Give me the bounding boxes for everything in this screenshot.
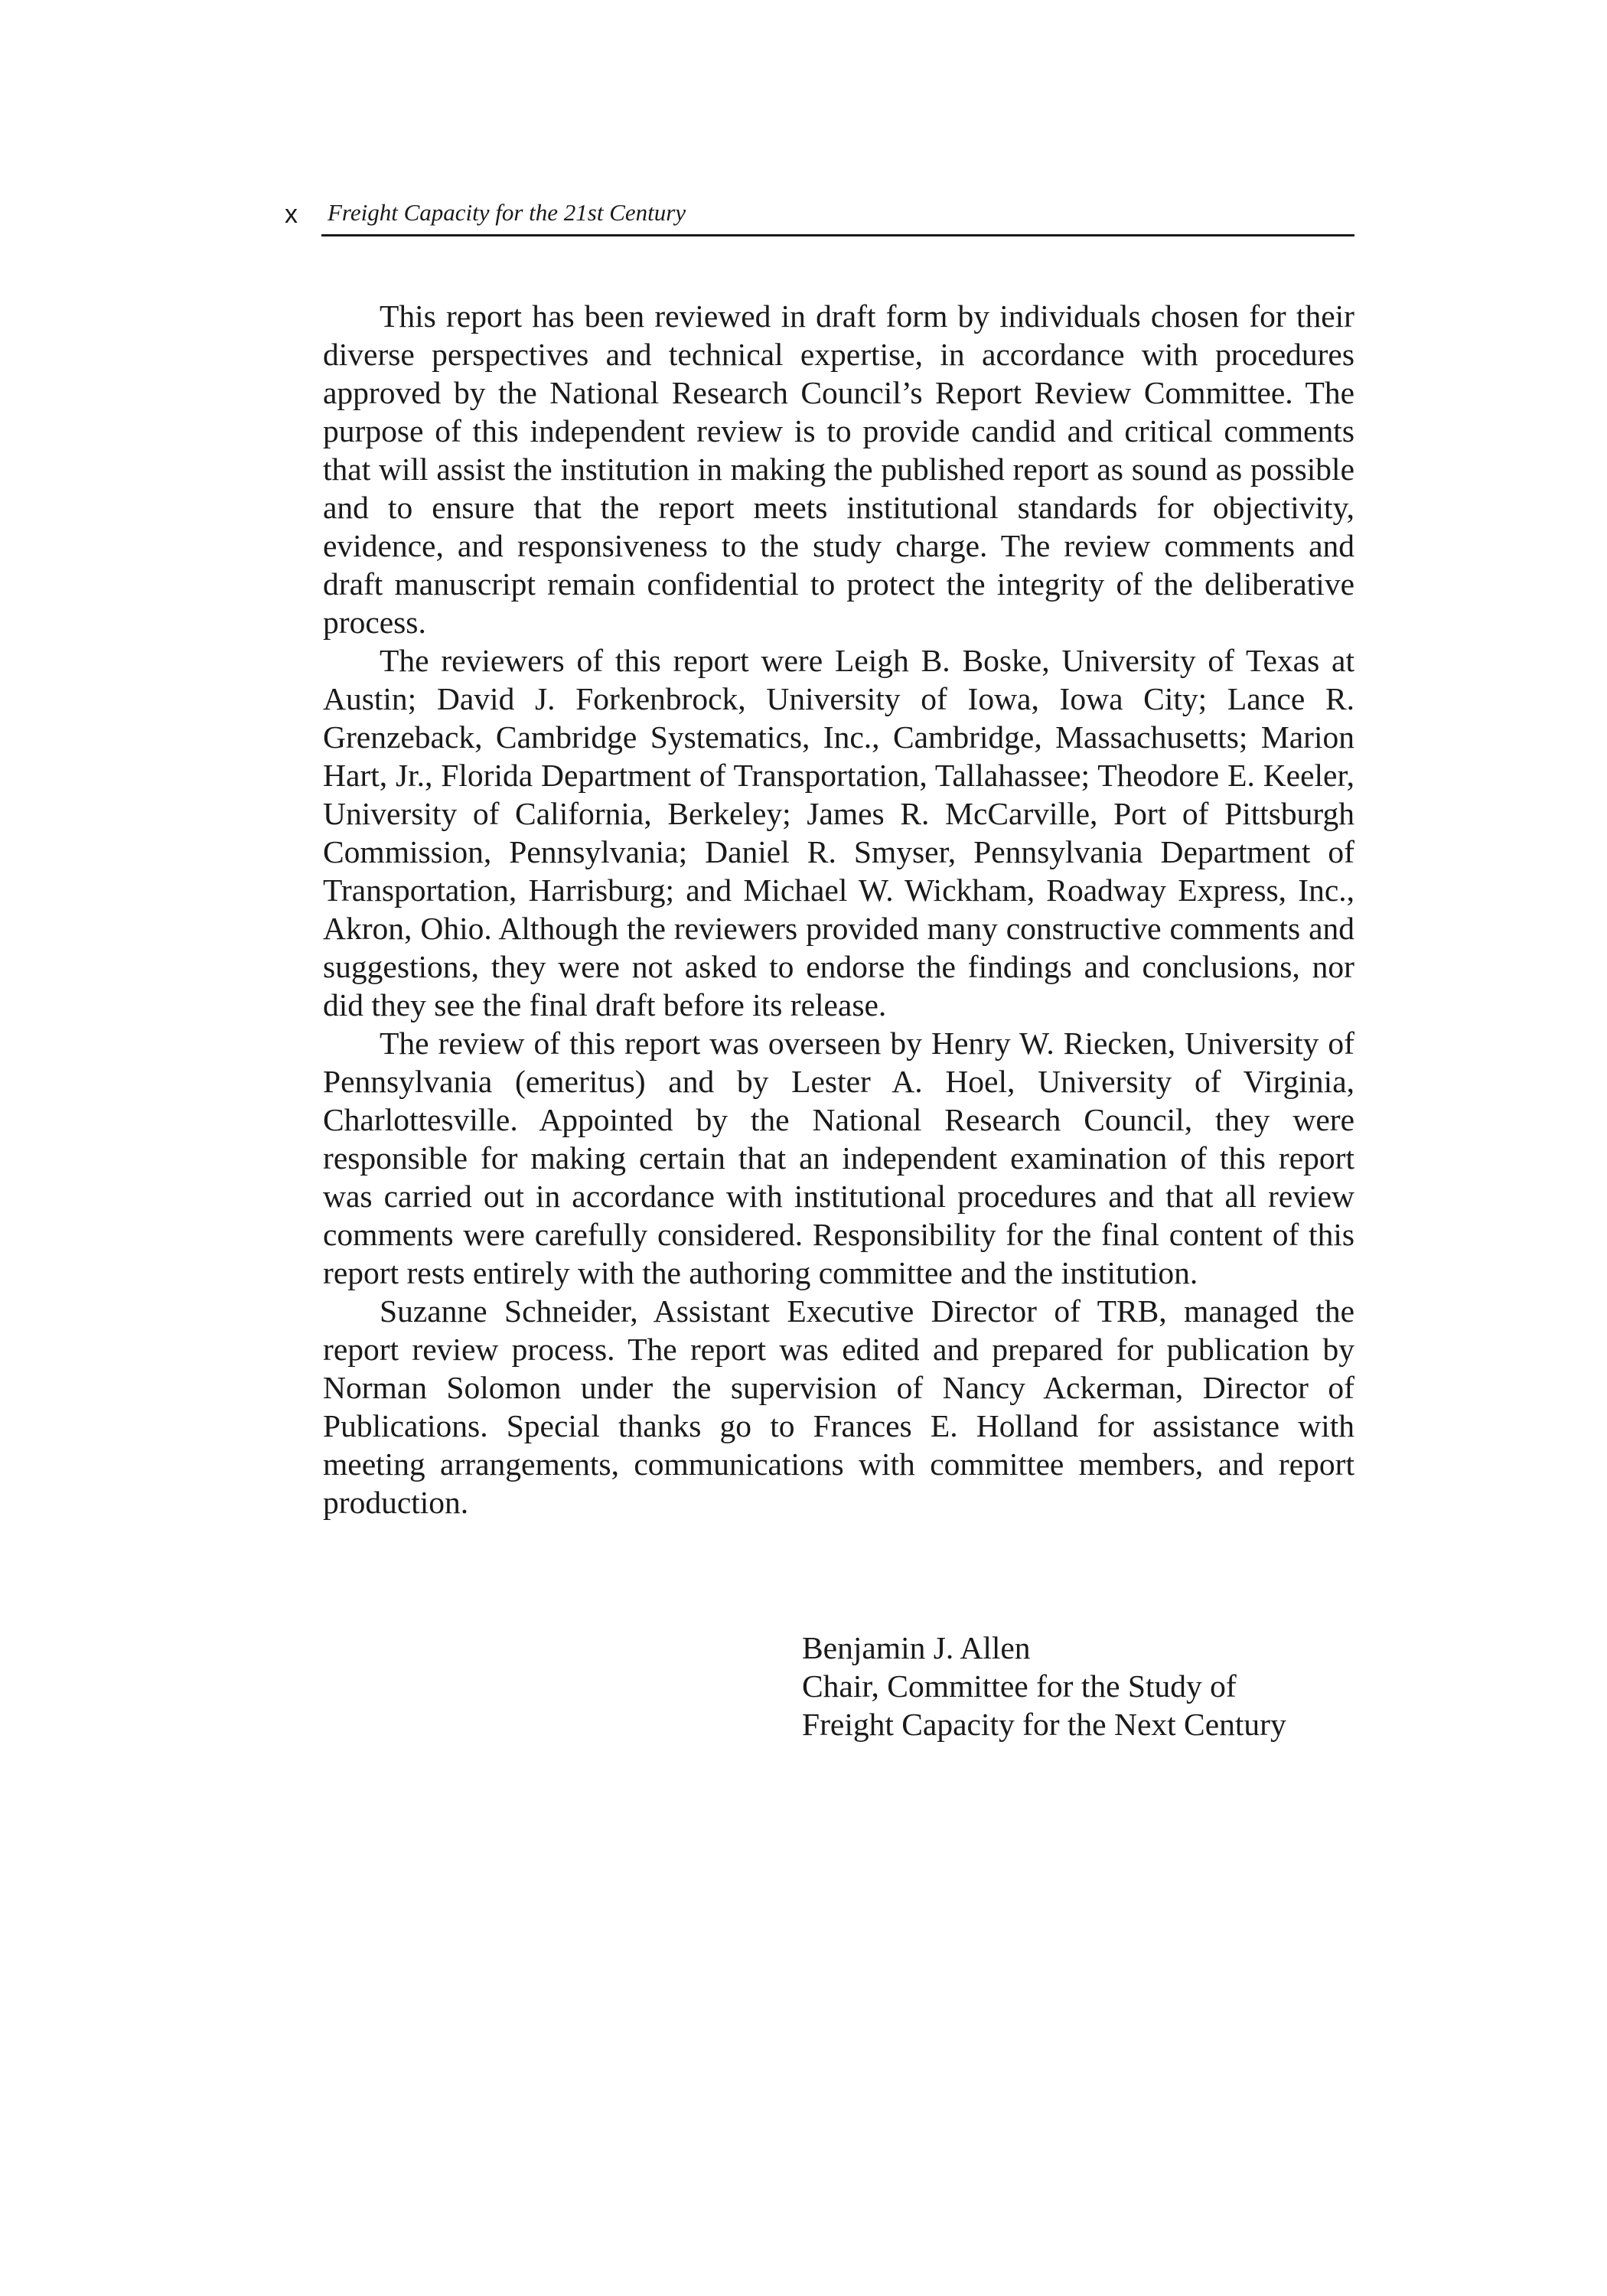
running-head: [285, 193, 1356, 237]
signature-title: Chair, Committee for the Study of: [802, 1668, 1237, 1704]
page-number: x: [285, 200, 298, 229]
paragraph-review-process: This report has been reviewed in draft form by individuals chosen for their diverse perspectives and technical expertise, in accordance with procedures approved by the National Research Council’s Report Review Committee. The purpose of this independent review is to provide candid and critical comments that will assist the institution in making the published report as sound as possible and to ensure that the report meets institutional standards for objectivity, evidence, and responsiveness to the study charge. The review comments and draft manuscript remain confidential to protect the integrity of the deliberative process.: [323, 298, 1354, 640]
paragraph-acknowledgments: Suzanne Schneider, Assistant Executive Director of TRB, managed the report review process. The report was edited and prepared for publication by Norman Solomon under the supervision of Nancy Ackerman, Director of Publications. Special thanks go to Frances E. Holland for assistance with meeting arrangements, communications with committee members, and report production.: [323, 1293, 1354, 1520]
signature-name: Benjamin J. Allen: [802, 1630, 1031, 1665]
signature-committee: Freight Capacity for the Next Century: [802, 1707, 1286, 1742]
paragraph-review-oversight: The review of this report was overseen by Henry W. Riecken, University of Pennsylvania (emeritus) and by Lester A. Hoel, University of Virginia, Charlottesville. Appointed by the National Research Council, they were responsible for making certain that an independent examination of this report was carried out in accordance with institutional procedures and that all review comments were carefully considered. Responsibility for the final content of this report rests entirely with the authoring committee and the institution.: [323, 1026, 1354, 1290]
paragraph-reviewers: The reviewers of this report were Leigh B. Boske, University of Texas at Austin; David J. Forkenbrock, University of Iowa, Iowa City; Lance R. Grenzeback, Cambridge Systematics, Inc., Cambridge, Massachusetts; Marion Hart, Jr., Florida Department of Transportation, Tallahassee; Theodore E. Keeler, University of California, Berkeley; James R. McCarville, Port of Pittsburgh Commission, Pennsylvania; Daniel R. Smyser, Pennsylvania Department of Transportation, Harrisburg; and Michael W. Wickham, Roadway Express, Inc., Akron, Ohio. Although the reviewers provided many constructive comments and suggestions, they were not asked to endorse the findings and conclusions, nor did they see the final draft before its release.: [323, 643, 1354, 1022]
signature-block: [802, 1629, 1353, 1743]
book-title: Freight Capacity for the 21st Century: [328, 199, 686, 226]
body-text: [323, 297, 1354, 1521]
header-rule: [321, 234, 1354, 236]
